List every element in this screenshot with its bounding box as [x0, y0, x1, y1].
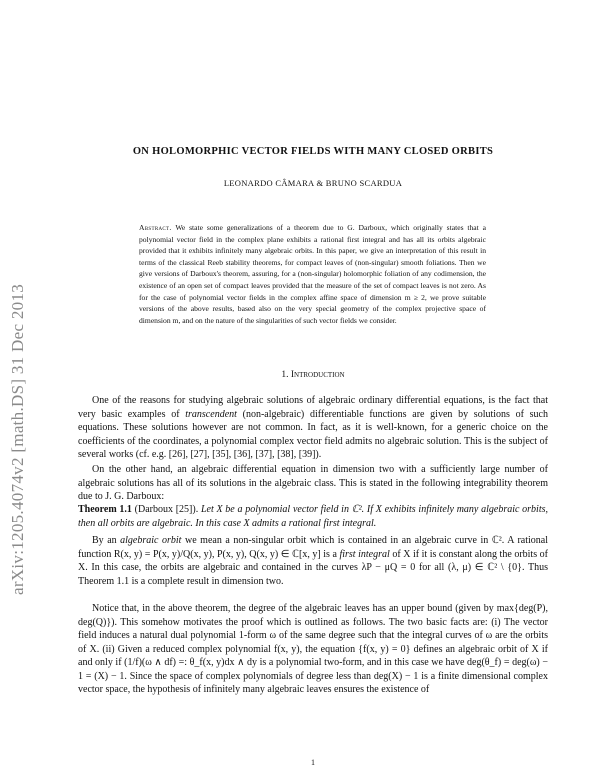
arxiv-identifier-stamp: arXiv:1205.4074v2 [math.DS] 31 Dec 2013	[8, 283, 27, 595]
page-number: 1	[311, 758, 315, 767]
section-heading	[78, 370, 548, 380]
emphasized-term: transcendent	[185, 408, 237, 420]
theorem-1-1	[78, 503, 548, 530]
theorem-reference: (Darboux [25]).	[134, 504, 199, 515]
paragraph-4: Notice that, in the above theorem, the degree of the algebraic leaves has an upper bound (given by max{deg(P), deg(Q)}). This somehow motivates the proof which is outlined as follows. The two basic facts are: (i) The vector field induces a natural dual polynomial 1-form ω of the same degree such that the integral curves of ω are the orbits of X. (ii) Given a reduced complex polynomial f(x, y), the equation {f(x, y) = 0} defines an algebraic orbit of X if and only if (1/f)(ω ∧ df) =: θ_f(x, y)dx ∧ dy is a polynomial two-form, and in this case we have deg(θ_f) = deg(ω) − 1 = (X) − 1. Since the space of complex polynomials of degree less than deg(X) − 1 is a finite dimensional complex vector space, the hypothesis of infinitely many algebraic leaves ensures the existence of	[78, 603, 548, 696]
emphasized-term: algebraic orbit	[120, 535, 182, 546]
paragraph-text: we mean a non-singular orbit which is contained in an algebraic curve in ℂ². A rational function R(x, y) = P(x, y)/Q(x, y), P(x, y), Q(x, y) ∈ ℂ[x, y] is a	[78, 535, 549, 560]
abstract-text: We state some generalizations of a theorem due to G. Darboux, which originally states that a polynomial vector field in the complex plane exhibits a rational first integral and has all its orbits algebraic provided that it exhibits infinitely many algebraic orbits. In this paper, we give an interpretation of this result in terms of the classical Reeb stability theorems, for compact leaves of (non-singular) smooth foliations. Then we give versions of Darboux's theorem, assuring, for a (non-singular) holomorphic foliation of any codimension, the existence of an open set of compact leaves provided that the measure of the set of compact leaves is not zero. As for the case of polynomial vector fields in the complex affine space of dimension m ≥ 2, we prove suitable versions of the above results, based also on the very special geometry of the complex projective space of dimension m, and on the nature of the singularities of such vector fields we consider.	[139, 223, 486, 325]
section-number: 1.	[281, 370, 289, 380]
intro-paragraph-2: On the other hand, an algebraic differential equation in dimension two with a sufficiently large number of algebraic solutions has all of its solutions in the algebraic class. This is stated in the following integrability theorem due to J. G. Darboux:	[78, 464, 548, 503]
abstract-label: Abstract.	[139, 223, 172, 232]
paragraph-3	[78, 534, 548, 588]
paper-authors: LEONARDO CÂMARA & BRUNO SCARDUA	[223, 178, 403, 188]
intro-paragraph-1	[78, 394, 548, 462]
paragraph-text: By an	[92, 535, 121, 546]
section-title: Introduction	[290, 370, 345, 380]
paper-title: ON HOLOMORPHIC VECTOR FIELDS WITH MANY CLOSED ORBITS	[132, 146, 494, 157]
paragraph-text: of X if it is constant along the orbits of X. In this case, the orbits are algebraic and contained in the curves λP − μQ = 0 for all (λ, μ) ∈ ℂ² \ {0}. Thus Theorem 1.1 is a complete result in dimension two.	[78, 548, 548, 587]
theorem-label: Theorem 1.1	[78, 504, 132, 515]
emphasized-term: first integral	[339, 548, 390, 560]
paragraph-text: One of the reasons for studying algebraic solutions of algebraic ordinary differential equations, is the fact that very basic examples of	[78, 395, 548, 420]
paragraph-text: (non-algebraic) differentiable functions are given by solutions of such equations. These solutions however are not common. In fact, as it is well-known, for a generic choice on the coefficients of the coordinates, a polynomial complex vector field admits no algebraic solution. This is the subject of several works (cf. e.g. [26], [27], [35], [36], [37], [38], [39]).	[78, 408, 548, 461]
abstract	[139, 222, 486, 326]
theorem-statement: Let X be a polynomial vector field in ℂ². If X exhibits infinitely many algebraic orbits, then all orbits are algebraic. In this case X admits a rational first integral.	[78, 504, 548, 529]
